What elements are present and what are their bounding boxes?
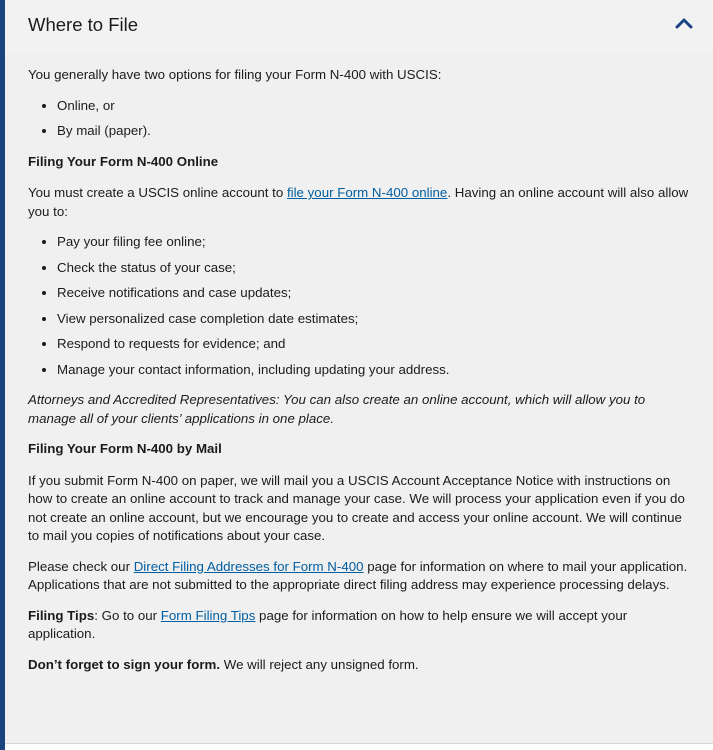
accordion-header-button[interactable]: [5, 0, 713, 52]
attorney-note-text: Attorneys and Accredited Representatives: You can also create an online account, which will allow you to manage all of your clients’ applications in one place.: [28, 392, 646, 426]
bottom-divider: [5, 743, 713, 750]
sign-reminder: [28, 656, 689, 675]
list-item: • Pay your filing fee online;: [57, 233, 689, 252]
tips-text: : Go to our: [94, 607, 161, 623]
file-online-link[interactable]: file your Form N-400 online: [286, 185, 448, 200]
attorney-note: [28, 391, 689, 428]
intro-text: You generally have two options for filing your Form N-400 with USCIS:: [28, 67, 442, 82]
list-item: • Check the status of your case;: [57, 259, 689, 278]
accordion-title: Where to File: [28, 14, 139, 35]
list-item: • View personalized case completion date estimates;: [57, 310, 689, 329]
direct-filing-addresses-link[interactable]: Direct Filing Addresses for Form N-400: [133, 558, 364, 574]
mail-paragraph: If you submit Form N-400 on paper, we will mail you a USCIS Account Acceptance Notice with instructions on how to create an online account to track and manage your case. We will process your application even if you do not create an online account, but we encourage you to create and access your online account. We will continue to mail you copies of notifications about your case.: [28, 472, 685, 543]
list-item: • Receive notifications and case updates;: [57, 284, 689, 303]
list-item: • By mail (paper).: [57, 122, 689, 141]
sign-reminder-text: We will reject any unsigned form.: [220, 656, 419, 672]
mail-heading: Filing Your Form N-400 by Mail: [28, 441, 222, 456]
address-text: Please check our: [28, 558, 134, 574]
online-benefits-list: [28, 233, 689, 379]
filing-options-list: [28, 97, 689, 141]
form-filing-tips-link[interactable]: Form Filing Tips: [160, 607, 256, 623]
sign-reminder-bold: Don’t forget to sign your form.: [28, 656, 221, 672]
list-item: • Manage your contact information, including updating your address.: [57, 361, 689, 380]
chevron-up-icon[interactable]: [675, 16, 693, 30]
online-heading: Filing Your Form N-400 Online: [28, 153, 219, 169]
address-paragraph: [28, 558, 689, 595]
tips-label: Filing Tips: [28, 607, 95, 623]
tips-paragraph: [28, 607, 689, 644]
list-item: • Respond to requests for evidence; and: [57, 335, 689, 354]
tips-text-after: page for information on how to help ensure we will accept your application.: [28, 607, 628, 641]
online-text: You must create a USCIS online account to: [28, 185, 287, 200]
list-item: • Online, or: [57, 97, 689, 116]
accordion-content: [5, 52, 713, 744]
online-text-after: . Having an online account will also allow you to:: [28, 185, 689, 219]
address-text-after: page for information on where to mail your application. Applications that are not submitted to the appropriate direct filing address may experience processing delays.: [28, 558, 688, 592]
online-paragraph: [28, 184, 689, 221]
